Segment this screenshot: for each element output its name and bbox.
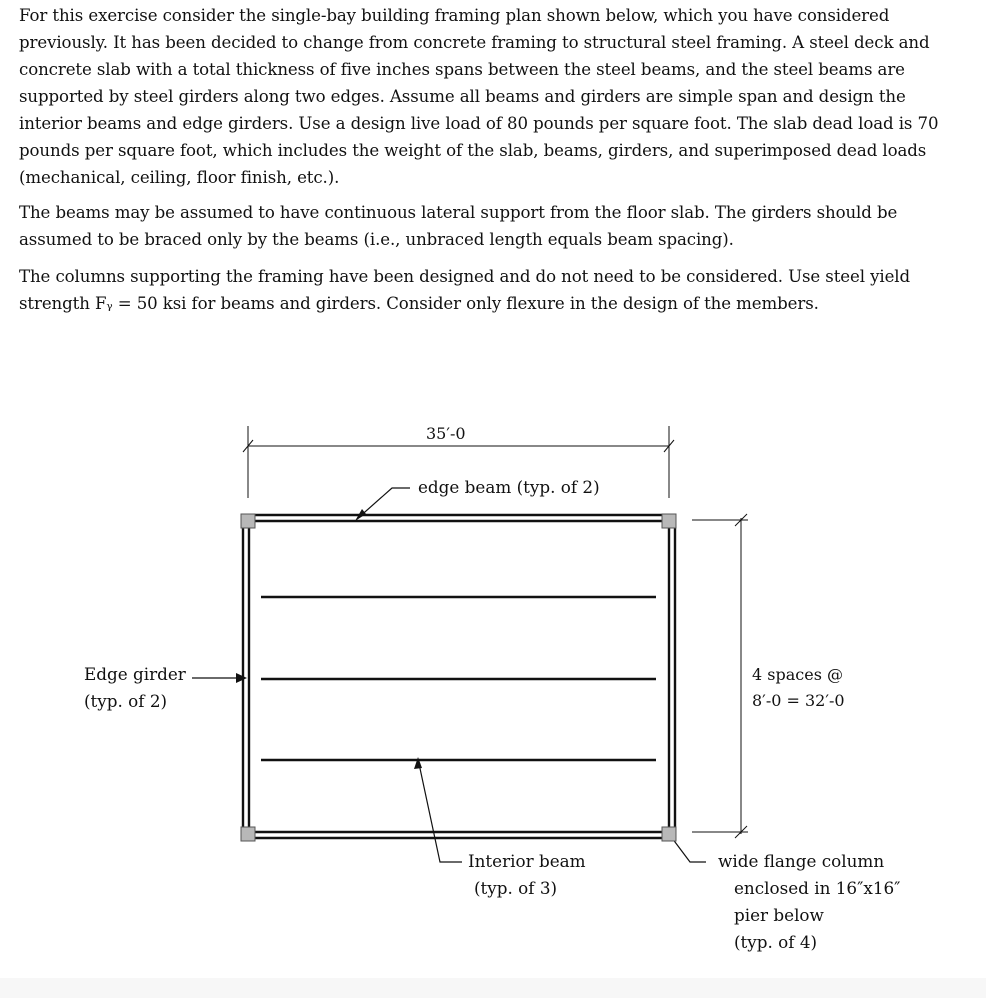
- page-bottom-strip: [0, 978, 986, 998]
- column-pier-top-right: [662, 514, 676, 528]
- spaces-total-label: 8′-0 = 32′-0: [752, 691, 845, 710]
- columns-paragraph: The columns supporting the framing have been designed and do not need to be considered. Use steel yield strength Fᵧ = 50 ksi for beams and girders. Consider only flexure in the design of the members.: [19, 267, 911, 313]
- lateral-support-paragraph: The beams may be assumed to have continuous lateral support from the floor slab. The girders should be assumed to be braced only by the beams (i.e., unbraced length equals beam spacing).: [19, 203, 898, 249]
- edge-beam-bottom: [248, 832, 670, 838]
- column-pier-bottom-left: [241, 827, 255, 841]
- intro-paragraph: For this exercise consider the single-bay building framing plan shown below, which you have considered previously. It has been decided to change from concrete framing to structural steel framing. A steel deck and concrete slab with a total thickness of five inches spans between the steel beams, and the steel beams are supported by steel girders along two edges. Assume all beams and girders are simple span and design the interior beams and edge girders. Use a design live load of 80 pounds per square foot. The slab dead load is 70 pounds per square foot, which includes the weight of the slab, beams, girders, and superimposed dead loads (mechanical, ceiling, floor finish, etc.).: [19, 6, 939, 187]
- column-pier-below-label: pier below: [734, 905, 824, 925]
- column-pier-top-left: [241, 514, 255, 528]
- column-pier-size-label: enclosed in 16″x16″: [734, 878, 901, 898]
- column-pier-bottom-right: [662, 827, 676, 841]
- edge-girder-label: Edge girder: [84, 664, 186, 684]
- interior-beam-leader: [418, 759, 462, 862]
- edge-beam-top: [248, 515, 670, 521]
- edge-girder-right: [669, 518, 675, 836]
- column-typ-label: (typ. of 4): [734, 932, 818, 952]
- edge-girder-arrowhead: [236, 673, 247, 683]
- edge-beam-label: edge beam (typ. of 2): [418, 477, 600, 497]
- column-label: wide flange column: [718, 851, 885, 871]
- spaces-label: 4 spaces @: [752, 665, 843, 684]
- interior-beam-typ-label: (typ. of 3): [474, 878, 558, 898]
- span-dimension-label: 35′-0: [426, 424, 466, 443]
- interior-beam-label: Interior beam: [468, 851, 586, 871]
- edge-girder-typ-label: (typ. of 2): [84, 691, 168, 711]
